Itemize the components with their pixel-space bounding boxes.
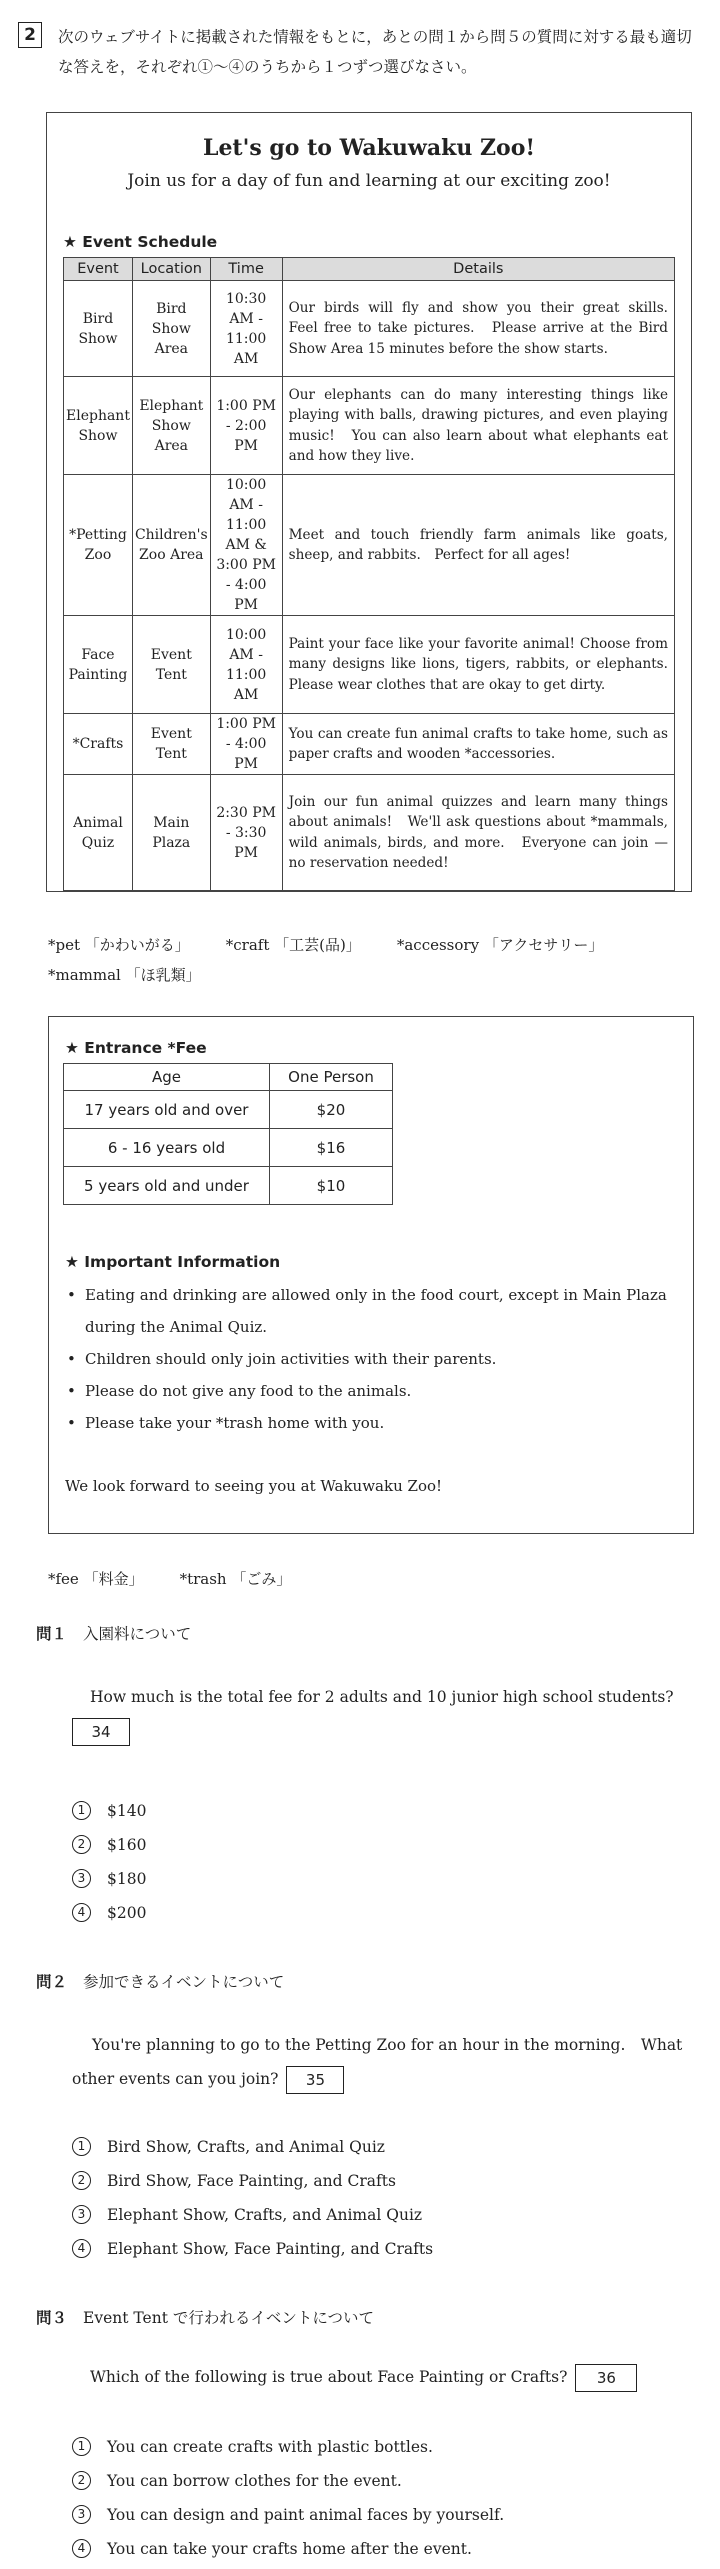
option-3[interactable] (72, 2198, 433, 2232)
option-marker: 1 (72, 1801, 91, 1820)
option-text: Bird Show, Face Painting, and Crafts (107, 2172, 396, 2190)
answer-box[interactable]: 36 (575, 2364, 637, 2392)
details-cell: Meet and touch friendly farm animals like goats, sheep, and rabbits. Perfect for all ages! (282, 475, 674, 616)
glossary-entry: *pet 「かわいがる」 (48, 936, 190, 954)
option-text: You can create crafts with plastic bottles. (107, 2438, 433, 2456)
option-list (72, 2130, 433, 2266)
event-cell: Bird Show (64, 281, 133, 377)
question-label: 問３ (36, 2309, 68, 2327)
details-cell: Our elephants can do many interesting things like playing with balls, drawing pictures, and even playing music! You can also learn about what elephants eat and how they live. (282, 377, 674, 475)
location-cell: Main Plaza (132, 775, 210, 891)
option-text: $140 (107, 1802, 147, 1820)
option-text: You can take your crafts home after the event. (107, 2540, 472, 2558)
event-cell: *Crafts (64, 714, 133, 775)
glossary-entry: *accessory 「アクセサリー」 (396, 936, 604, 954)
time-cell: 10:30 AM - 11:00 AM (210, 281, 282, 377)
option-marker: 4 (72, 2239, 91, 2258)
table-row (64, 281, 675, 377)
fee-and-info-box (48, 1016, 694, 1534)
time-cell: 10:00 AM - 11:00 AM & 3:00 PM - 4:00 PM (210, 475, 282, 616)
glossary-entry: *fee 「料金」 (48, 1570, 144, 1588)
question-text (90, 2360, 690, 2394)
table-row (64, 1129, 393, 1167)
question-topic: 参加できるイベントについて (83, 1973, 285, 1991)
option-text: Elephant Show, Crafts, and Animal Quiz (107, 2206, 423, 2224)
option-4[interactable] (72, 2232, 433, 2266)
info-text: Children should only join activities with their parents. (85, 1350, 497, 1368)
time-cell: 1:00 PM - 4:00 PM (210, 714, 282, 775)
option-marker: 4 (72, 2539, 91, 2558)
table-header-row (64, 258, 675, 281)
option-1[interactable] (72, 2130, 433, 2164)
option-text: $200 (107, 1904, 147, 1922)
question-prompt: Which of the following is true about Face Painting or Crafts? (90, 2368, 568, 2386)
option-list (72, 1794, 146, 1930)
glossary-entry: *mammal 「ほ乳類」 (48, 966, 201, 984)
price-cell: $10 (270, 1167, 393, 1205)
question-text (72, 2028, 696, 2096)
option-4[interactable] (72, 2532, 504, 2566)
event-cell: *Petting Zoo (64, 475, 133, 616)
info-list (65, 1279, 685, 1439)
option-marker: 2 (72, 2171, 91, 2190)
question-prompt: How much is the total fee for 2 adults and 10 junior high school students? (90, 1688, 674, 1706)
option-text: Bird Show, Crafts, and Animal Quiz (107, 2138, 385, 2156)
list-item (65, 1375, 685, 1407)
flyer-title: Let's go to Wakuwaku Zoo! (202, 135, 536, 161)
age-cell: 5 years old and under (64, 1167, 270, 1205)
time-cell: 1:00 PM - 2:00 PM (210, 377, 282, 475)
fee-heading: ★ Entrance *Fee (65, 1039, 207, 1057)
details-cell: You can create fun animal crafts to take home, such as paper crafts and wooden *accessories. (282, 714, 674, 775)
option-marker: 1 (72, 2137, 91, 2156)
column-header: Details (282, 258, 674, 281)
list-item (65, 1343, 685, 1375)
option-2[interactable] (72, 2464, 504, 2498)
glossary-notes (48, 1568, 327, 1589)
table-row (64, 475, 675, 616)
table-row (64, 616, 675, 714)
table-row (64, 377, 675, 475)
glossary-entry: *trash 「ごみ」 (179, 1570, 292, 1588)
info-text: Please take your *trash home with you. (85, 1414, 385, 1432)
question-label: 問１ (36, 1625, 68, 1643)
question-prompt: You're planning to go to the Petting Zoo for an hour in the morning. What other events can you join? (72, 2036, 683, 2088)
event-cell: Face Painting (64, 616, 133, 714)
option-text: $180 (107, 1870, 147, 1888)
option-3[interactable] (72, 1862, 146, 1896)
option-marker: 3 (72, 1869, 91, 1888)
option-text: $160 (107, 1836, 147, 1854)
section-number: 2 (18, 22, 42, 48)
answer-box[interactable]: 35 (286, 2066, 344, 2094)
info-text: Please do not give any food to the animals. (85, 1382, 412, 1400)
table-row (64, 775, 675, 891)
location-cell: Bird Show Area (132, 281, 210, 377)
event-cell: Animal Quiz (64, 775, 133, 891)
option-1[interactable] (72, 2430, 504, 2464)
bullet-icon: • (67, 1350, 76, 1368)
location-cell: Elephant Show Area (132, 377, 210, 475)
glossary-entry: *craft 「工芸(品)」 (225, 936, 361, 954)
column-header: One Person (270, 1064, 393, 1091)
list-item (65, 1407, 685, 1439)
event-cell: Elephant Show (64, 377, 133, 475)
bullet-icon: • (67, 1382, 76, 1400)
time-cell: 2:30 PM - 3:30 PM (210, 775, 282, 891)
option-2[interactable] (72, 1828, 146, 1862)
table-header-row (64, 1064, 393, 1091)
option-marker: 3 (72, 2505, 91, 2524)
location-cell: Event Tent (132, 714, 210, 775)
info-heading: ★ Important Information (65, 1253, 281, 1271)
option-2[interactable] (72, 2164, 433, 2198)
instructions: 次のウェブサイトに掲載された情報をもとに，あとの問１から問５の質問に対する最も適切な答えを，それぞれ①～④のうちから１つずつ選びなさい。 (58, 28, 692, 76)
option-marker: 2 (72, 1835, 91, 1854)
location-cell: Children's Zoo Area (132, 475, 210, 616)
option-marker: 1 (72, 2437, 91, 2456)
answer-box[interactable]: 34 (72, 1718, 130, 1746)
option-marker: 2 (72, 2471, 91, 2490)
age-cell: 6 - 16 years old (64, 1129, 270, 1167)
question-label: 問２ (36, 1973, 68, 1991)
glossary-notes (48, 930, 708, 990)
option-text: Elephant Show, Face Painting, and Crafts (107, 2240, 434, 2258)
age-cell: 17 years old and over (64, 1091, 270, 1129)
event-schedule-table (63, 257, 682, 891)
column-header: Time (210, 258, 282, 281)
option-text: You can design and paint animal faces by yourself. (107, 2506, 505, 2524)
table-row (64, 714, 675, 775)
zoo-flyer (46, 112, 692, 892)
location-cell: Event Tent (132, 616, 210, 714)
details-cell: Our birds will fly and show you their great skills. Feel free to take pictures. Please arrive at the Bird Show Area 15 minutes before the show starts. (282, 281, 674, 377)
option-text: You can borrow clothes for the event. (107, 2472, 402, 2490)
table-row (64, 1091, 393, 1129)
option-1[interactable] (72, 1794, 146, 1828)
option-3[interactable] (72, 2498, 504, 2532)
question-topic: Event Tent で行われるイベントについて (83, 2309, 375, 2327)
bullet-icon: • (67, 1414, 76, 1432)
question-text (90, 1680, 690, 1748)
closing-message: We look forward to seeing you at Wakuwaku Zoo! (65, 1477, 443, 1495)
info-text: Eating and drinking are allowed only in the food court, except in Main Plaza during the Animal Quiz. (85, 1286, 667, 1336)
list-item (65, 1279, 685, 1343)
table-row (64, 1167, 393, 1205)
column-header: Age (64, 1064, 270, 1091)
option-list (72, 2430, 504, 2566)
flyer-subtitle: Join us for a day of fun and learning at our exciting zoo! (127, 171, 611, 191)
time-cell: 10:00 AM - 11:00 AM (210, 616, 282, 714)
option-marker: 4 (72, 1903, 91, 1922)
fee-table (63, 1063, 393, 1205)
price-cell: $16 (270, 1129, 393, 1167)
details-cell: Join our fun animal quizzes and learn many things about animals! We'll ask questions about *mammals, wild animals, birds, and more. Everyone can join — no reservation needed! (282, 775, 674, 891)
price-cell: $20 (270, 1091, 393, 1129)
schedule-heading: ★ Event Schedule (63, 233, 218, 251)
column-header: Location (132, 258, 210, 281)
option-4[interactable] (72, 1896, 146, 1930)
bullet-icon: • (67, 1286, 76, 1304)
question-topic: 入園料について (83, 1625, 192, 1643)
column-header: Event (64, 258, 133, 281)
details-cell: Paint your face like your favorite animal! Choose from many designs like lions, tigers, rabbits, or elephants. Please wear clothes that are okay to get dirty. (282, 616, 674, 714)
option-marker: 3 (72, 2205, 91, 2224)
